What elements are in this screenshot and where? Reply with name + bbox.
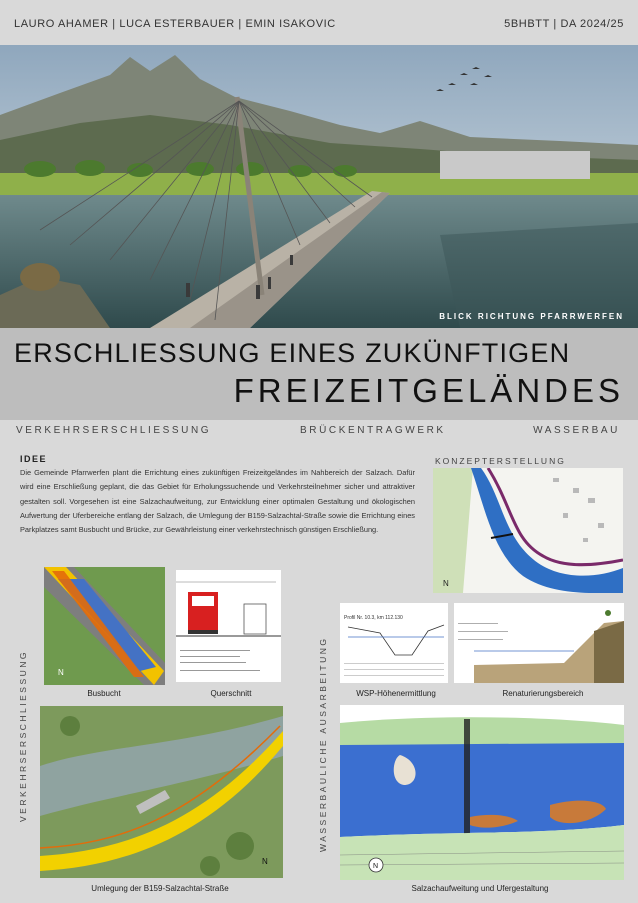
north-symbol: N <box>58 668 64 677</box>
salzach-label: Salzachaufweitung und Ufergestaltung <box>411 884 549 893</box>
wsp-diagram <box>340 603 448 683</box>
title-line-1: ERSCHLIESSUNG EINES ZUKÜNFTIGEN <box>14 338 571 368</box>
title-line-2: FREIZEITGELÄNDES <box>233 372 624 409</box>
class-year: 5BHBTT | DA 2024/25 <box>504 18 624 30</box>
subtitle-verkehr: VERKEHRSERSCHLIESSUNG <box>16 425 212 436</box>
hero-bridge-render <box>0 45 638 328</box>
north-symbol: N <box>443 579 449 588</box>
renaturierung-diagram <box>454 603 624 683</box>
busbucht-label: Busbucht <box>87 689 121 698</box>
konzept-heading: KONZEPTERSTELLUNG <box>435 456 566 466</box>
wsp-profile-label: Profil Nr. 10.3, km 112.130 <box>344 615 403 621</box>
querschnitt-label: Querschnitt <box>210 689 252 698</box>
authors: LAURO AHAMER | LUCA ESTERBAUER | EMIN ISAKOVIC <box>14 18 336 30</box>
idea-text: Die Gemeinde Pfarrwerfen plant die Errichtung eines zukünftigen Freizeitgeländes im Nahbereich der Salzach. Dafür wird eine Erschließung geplant, die das Gebiet für Erholungssuchende und Verkehrsteilnehmer sicher und attraktiver gestalten soll. Vorgesehen ist eine Salzachaufweitung, zur Entwicklung einer optimalen Gestaltung und ökologischen Aufwertung der Uferbereiche entlang der Salzach, die Umlegung der B159-Salzachtal-Straße sowie die Errichtung eines Parkplatzes samt Busbucht und Brücke, zur Gewährleistung einer verkehrstechnisch günstigen Erschließung. <box>20 468 415 535</box>
subtitle-wasserbau: WASSERBAU <box>533 425 620 436</box>
konzept-map <box>433 468 623 593</box>
wasserbau-vertical-label: WASSERBAULICHE AUSARBEITUNG <box>318 636 328 852</box>
umlegung-label: Umlegung der B159-Salzachtal-Straße <box>91 884 229 893</box>
north-symbol: N <box>373 863 379 870</box>
verkehr-vertical-label: VERKEHRSERSCHLIESSUNG <box>18 649 28 822</box>
renaturierung-label: Renaturierungsbereich <box>502 689 584 698</box>
north-symbol: N <box>262 857 268 866</box>
subtitle-bruecke: BRÜCKENTRAGWERK <box>300 425 446 436</box>
umlegung-map <box>40 706 283 878</box>
idea-heading: IDEE <box>20 454 48 464</box>
salzach-plan <box>340 705 624 880</box>
hero-caption: BLICK RICHTUNG PFARRWERFEN <box>439 312 624 321</box>
wsp-label: WSP-Höhenermittlung <box>356 689 436 698</box>
busbucht-map <box>44 567 165 685</box>
querschnitt-drawing <box>176 570 281 682</box>
